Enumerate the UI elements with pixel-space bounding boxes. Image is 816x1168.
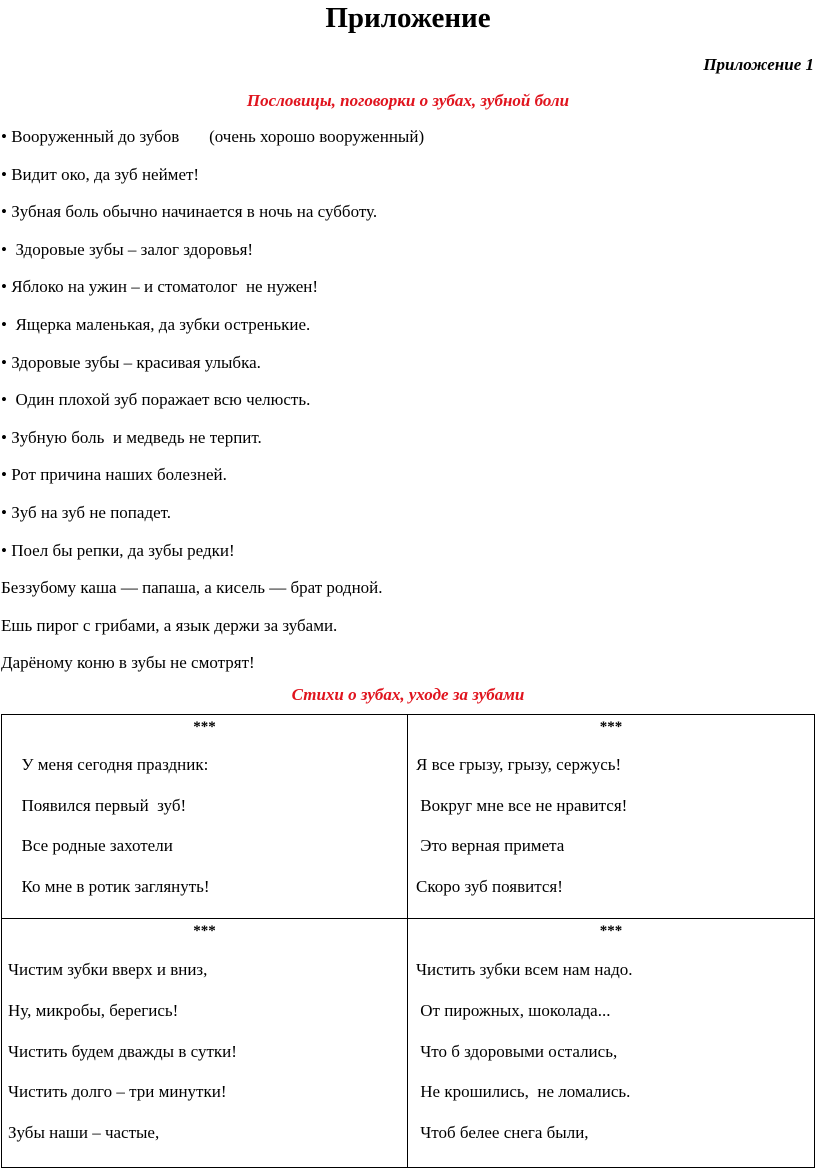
poem-line: Чтоб белее снега были, [416,1123,589,1143]
proverb-item: • Яблоко на ужин – и стоматолог не нужен! [1,277,319,297]
poem-line: Не крошились, не ломались. [416,1082,631,1102]
page-title: Приложение [325,2,491,34]
proverb-item: • Один плохой зуб поражает всю челюсть. [1,390,311,410]
proverb-item: • Здоровые зубы – красивая улыбка. [1,352,261,372]
poem-cell [408,919,815,1168]
poem-cell [408,715,815,919]
proverb-item: • Зубную боль и медведь не терпит. [1,427,262,447]
poem-line: Зубы наши – частые, [8,1123,160,1143]
proverb-item: • Видит око, да зуб неймет! [1,164,200,184]
poem-line: У меня сегодня праздник: [13,755,209,774]
proverb-item: Беззубому каша — папаша, а кисель — брат родной. [1,578,383,598]
poem-line: Это верная примета [416,836,565,855]
proverbs-heading: Пословицы, поговорки о зубах, зубной боли [246,91,570,110]
poem-line: Появился первый зуб! [13,795,187,815]
poem-line: Чистить будем дважды в сутки! [8,1041,237,1061]
poem-lines [408,959,814,1163]
poems-row [2,919,815,1168]
poems-table [1,714,815,1168]
proverb-item: • Вооруженный до зубов (очень хорошо вооруженный) [1,127,425,146]
poem-line: Скоро зуб появится! [416,876,563,896]
poem-stars: *** [193,719,216,735]
poem-line: Чистить долго – три минутки! [8,1082,227,1102]
poem-lines [2,754,407,916]
proverb-item: • Рот причина наших болезней. [1,465,227,485]
poem-line: От пирожных, шоколада... [416,1000,611,1020]
proverb-item: • Зубная боль обычно начинается в ночь на субботу. [1,202,378,222]
poem-line: Ну, микробы, берегись! [8,1000,179,1020]
poem-lines [408,754,814,916]
proverb-item: Дарёному коню в зубы не смотрят! [1,653,255,673]
poem-stars: *** [193,923,216,939]
poems-heading: Стихи о зубах, уходе за зубами [291,685,525,704]
poem-line: Чистим зубки вверх и вниз, [8,960,208,979]
proverbs-list [1,125,811,689]
poems-row [2,715,815,919]
proverb-item: • Ящерка маленькая, да зубки остренькие. [1,314,311,334]
poem-line: Ко мне в ротик заглянуть! [13,876,210,896]
poem-stars: *** [599,923,623,939]
proverb-item: • Здоровые зубы – залог здоровья! [1,239,254,259]
poem-line: Чистить зубки всем нам надо. [416,960,633,979]
poem-cell [2,715,408,919]
proverb-item: Ешь пирог с грибами, а язык держи за зубами. [1,615,338,635]
poem-cell [2,919,408,1168]
poem-line: Я все грызу, грызу, сержусь! [416,755,622,774]
poem-stars: *** [599,719,623,735]
poem-line: Все родные захотели [13,836,173,855]
poem-line: Вокруг мне все не нравится! [416,795,628,815]
appendix-label: Приложение 1 [703,55,814,74]
proverb-item: • Поел бы репки, да зубы редки! [1,540,235,560]
poem-line: Что б здоровыми остались, [416,1041,618,1061]
poem-lines [2,959,407,1163]
proverb-item: • Зуб на зуб не попадет. [1,502,172,522]
